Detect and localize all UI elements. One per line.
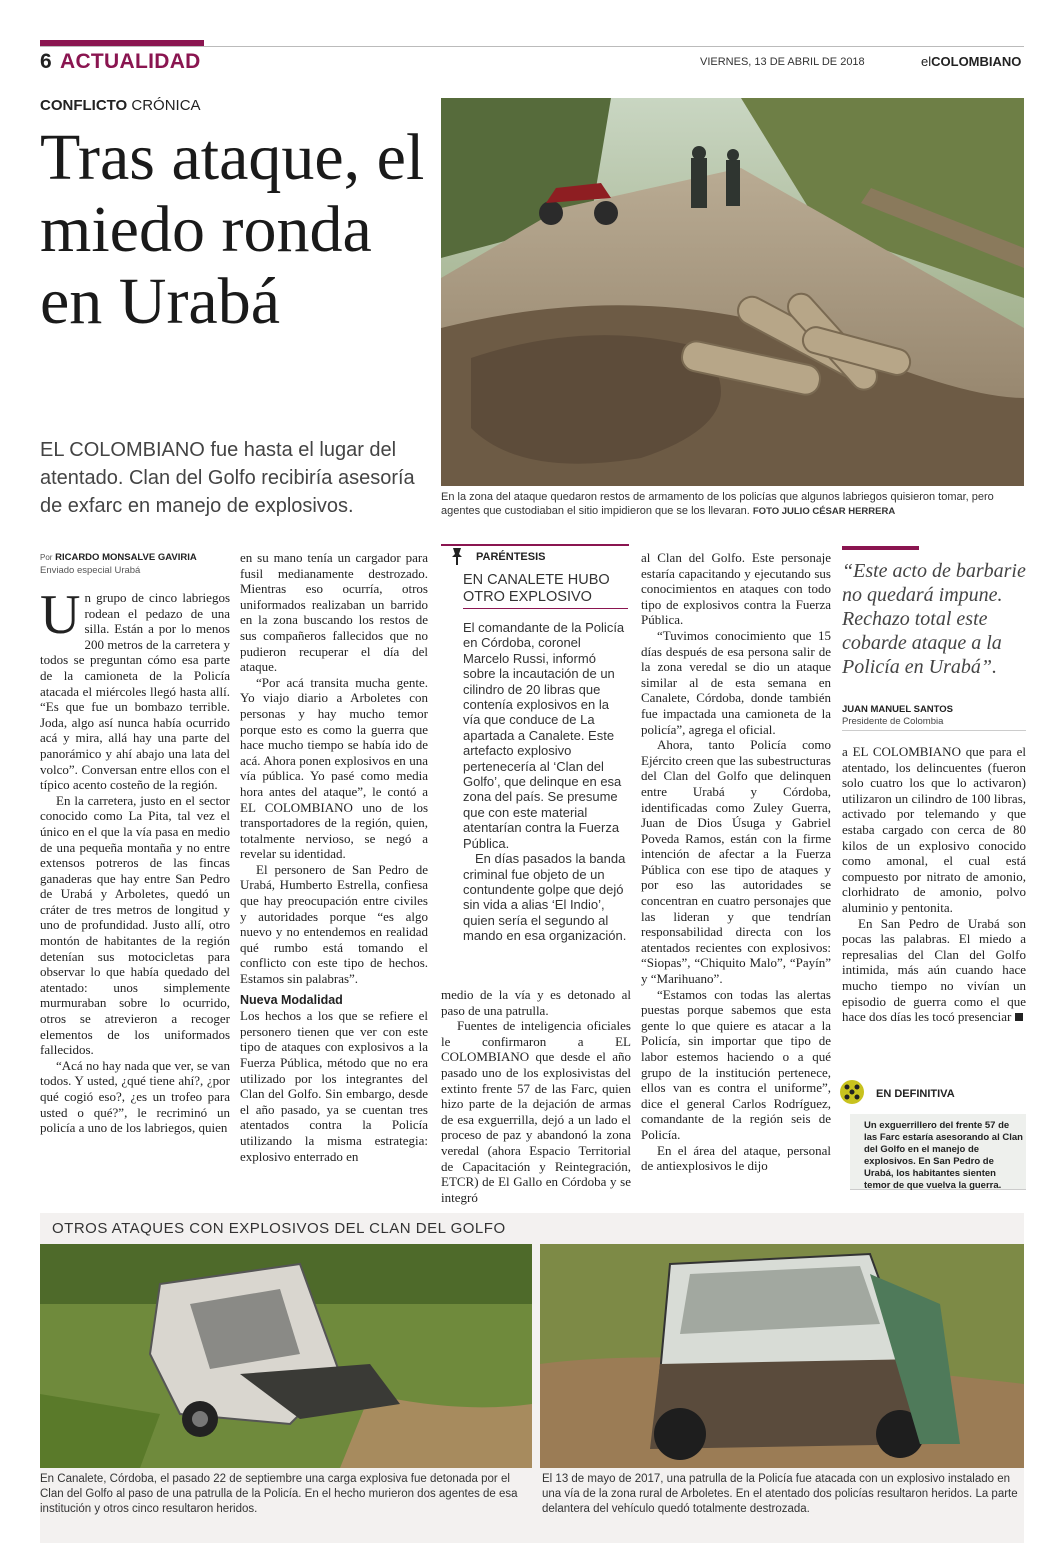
article-paragraph: medio de la vía y es detonado al paso de una patrulla.	[441, 987, 631, 1018]
article-column-2	[240, 550, 428, 1164]
article-paragraph: “Por acá transita mucha gente. Yo viajo diario a Arboletes con personas y hay mucho temor porque esto es como la guerra que hace mucho tiempo se había ido de acá. Ahora ponen explosivos en una vía pública. Yo pasé como media hora antes del ataque”, le contó a EL COLOMBIANO uno de los transportadores de la región, quien, totalmente nervioso, se negó a revelar su identidad.	[240, 674, 428, 862]
kicker-genre: CRÓNICA	[131, 97, 201, 114]
article-column-5	[842, 744, 1026, 1025]
newspaper-masthead: COLOMBIANO	[931, 54, 1022, 69]
sidebar-paragraph: El comandante de la Policía en Córdoba, coronel Marcelo Russi, informó sobre la incautación de un cilindro de 20 libras que contenía explosivos en la vía que conduce de La apartada a Canalete. Este artefacto explosivo pertenecería al ‘Clan del Golfo’, que delinque en esa zona del país. Se presume que con este material atentarían contra la Fuerza Pública.	[463, 620, 625, 851]
quote-author: JUAN MANUEL SANTOS	[842, 704, 954, 715]
article-paragraph: Los hechos a los que se refiere el personero tienen que ver con este tipo de ataques con explosivos a la Fuerza Pública, método que no era utilizado por los integrantes del Clan del Golfo. Sin embargo, desde el año pasado, ya se cuentan tres atentados contra la Policía utilizando la misma estrategia: explosivo enterrado en	[240, 1008, 428, 1164]
byline	[40, 551, 230, 577]
related-attacks-title: OTROS ATAQUES CON EXPLOSIVOS DEL CLAN DEL GOLFO	[52, 1220, 506, 1237]
article-column-4	[641, 550, 831, 1174]
page-number: 6	[40, 50, 52, 73]
article-column-3	[441, 987, 631, 1205]
article-paragraph: Ahora, tanto Policía como Ejército creen que las subestructuras del Clan del Golfo que delinquen entre Urabá y Córdoba, identificadas como Zuley Guerra, Juan de Dios Úsuga y Gabriel Poveda Ramos, están con la firme intención de afectar a la Fuerza Pública con ese tipo de ataques y por eso las autoridades se concentran en cuatro personajes que las lideran y que tendrían responsabilidad directa con los atentados recientes con explosivos: “Siopas”, “Chiquito Malo”, “Payín” y “Marihuano”.	[641, 737, 831, 987]
arboletes-caption: El 13 de mayo de 2017, una patrulla de la Policía fue atacada con un explosivo instalado en una vía de la zona rural de Arboletes. En el atentado dos policías resultaron heridos. La parte delantera del vehículo quedó totalmente destrozada.	[542, 1473, 1018, 1515]
newspaper-name	[921, 54, 1021, 69]
arboletes-attack-photo	[540, 1244, 1024, 1468]
article-paragraph: El personero de San Pedro de Urabá, Humberto Estrella, confiesa que hay preocupación entre civiles y autoridades porque “es algo nuevo y no entendemos en realidad qué rumbo está tomando el conflicto con este tipo de hechos. Estamos sin palabras”.	[240, 861, 428, 987]
drop-cap: U	[40, 584, 81, 646]
article-paragraph: “Tuvimos conocimiento que 15 días después de esa persona salir de la zona veredal se dio un ataque similar al de esta semana en Canalete, Córdoba, donde también fue impactada una camioneta de la policía”, agrega el oficial.	[641, 627, 831, 737]
issue-date: VIERNES, 13 DE ABRIL DE 2018	[700, 56, 865, 68]
byline-role: Enviado especial Urabá	[40, 565, 141, 576]
photo-credit: FOTO JULIO CÉSAR HERRERA	[752, 506, 896, 517]
headline: Tras ataque, el miedo ronda en Urabá	[40, 121, 425, 338]
quote-rule	[842, 730, 1026, 731]
article-paragraph	[842, 916, 1026, 1025]
puzzle-icon	[840, 1080, 864, 1104]
article-paragraph: a EL COLOMBIANO que para el atentado, los delincuentes (fueron solo cuatro los que lo activaron) utilizaron un cilindro de 100 libras, activado por telemando y que estaba cargado con cerca de 80 kilos de un explosivo conocido como amonal, el cual está compuesto por nitrato de amonio, clorhidrato de amonio, polvo aluminio y pentonita.	[842, 744, 1026, 915]
header-rule	[40, 46, 1024, 47]
kicker-topic: CONFLICTO	[40, 97, 128, 114]
end-mark-icon	[1015, 1013, 1023, 1021]
article-paragraph: al Clan del Golfo. Este personaje estaría capacitando y ejecutando sus conocimientos en ataques con todo tipo de explosivos contra la Fuerza Pública.	[641, 550, 831, 628]
article-paragraph: En el área del ataque, personal de antiexplosivos le dijo	[641, 1142, 831, 1174]
article-paragraph-text: En San Pedro de Urabá son pocas las palabras. El miedo a represalias del Clan del Golfo intimida, más aún cuando hace mucho tiempo no vivían un episodio de guerra como el que hace dos días les tocó presenciar	[842, 915, 1026, 1025]
article-paragraph	[40, 584, 230, 793]
pin-icon	[447, 546, 467, 566]
subheadline: EL COLOMBIANO fue hasta el lugar del atentado. Clan del Golfo recibiría asesoría de exfarc en manejo de explosivos.	[40, 439, 415, 517]
article-paragraph-text: n grupo de cinco labriegos rodean el pedazo de una silla. Están a por lo menos 200 metros de la carretera y todos se preguntan cómo esa parte de la camioneta de la Policía atacada el miércoles llegó hasta allí. “Es que fue un bombazo terrible. Joda, algo así nunca había ocurrido acá y mira, allá hay una parte del panorámico y ahí abajo una lata del volco”. Conversan entre ellos con el típico acento costeño de la región.	[40, 590, 230, 793]
main-photo-caption-text: En la zona del ataque quedaron restos de armamento de los policías que algunos labriegos quisieron tomar, pero agentes que custodiaban el sitio impidieron que se los llevaran.	[441, 491, 994, 517]
section-title: ACTUALIDAD	[60, 50, 201, 73]
definitiva-label: EN DEFINITIVA	[876, 1088, 955, 1100]
article-paragraph: “Acá no hay nada que ver, se van todos. Y usted, ¿qué tiene ahí?, ¿por qué cogió eso?, ¿es un trofeo para usted o qué?”, le recriminó un policía a uno de los labriegos, quien	[40, 1057, 230, 1136]
quote-author-role: Presidente de Colombia	[842, 716, 944, 727]
article-paragraph: “Estamos con todas las alertas puestas porque sabemos que esta gente lo que quiere es atacar a la Policía, sin importar que tipo de labor estemos haciendo o a qué grupo de la institución pertenece, ellos van es contra el uniforme”, dice el general Carlos Rodríguez, comandante de la región seis de Policía.	[641, 986, 831, 1142]
article-paragraph: Fuentes de inteligencia oficiales le confirmaron a EL COLOMBIANO que desde el año pasado uno de los explosivistas del extinto frente 57 de las Farc, quien hizo parte de la dejación de armas de esa exguerrilla, dejó a un lado el proceso de paz y abandonó la zona veredal (ahora Espacio Territorial de Capacitación y Reintegración, ETCR) de El Gallo en Córdoba y se integró	[441, 1018, 631, 1205]
section-subheading: Nueva Modalidad	[240, 992, 343, 1007]
kicker	[40, 97, 201, 114]
article-paragraph: En la carretera, justo en el sector conocido como La Pita, tal vez el único en el que la vía pasa en medio de una pequeña montaña y no entre extensos potreros de las fincas ganaderas que hay entre San Pedro de Urabá y Arboletes, quedó un cráter de tres metros de longitud y uno de profundidad. Justo allí, otro montón de habitantes de la región detenían sus motocicletas para observar lo que había quedado del atentado: unos simplemente murmuraban sobre lo ocurrido, otros se atrevieron a recoger elementos de los uniformados fallecidos.	[40, 792, 230, 1058]
sidebar-label: PARÉNTESIS	[476, 551, 546, 563]
sidebar-accent-bar	[441, 544, 629, 546]
article-column-1	[40, 584, 230, 1136]
article-paragraph: en su mano tenía un cargador para fusil medianamente destrozado. Mientras eso ocurría, otros uniformados realizaban un barrido en la zona buscando los restos de sus compañeros fallecidos que no pudieron recuperar el día del ataque.	[240, 550, 428, 675]
byline-name: RICARDO MONSALVE GAVIRIA	[55, 552, 197, 563]
sidebar-paragraph: En días pasados la banda criminal fue objeto de un contundente golpe que dejó sin vida a alias ‘El Indio’, quien sería el segundo al mando en esa organización.	[463, 851, 627, 944]
definitiva-text: Un exguerrillero del frente 57 de las Farc estaría asesorando al Clan del Golfo en el manejo de explosivos. En San Pedro de Urabá, los habitantes sienten temor de que vuelva la guerra.	[864, 1120, 1023, 1191]
sidebar-rule	[463, 608, 628, 609]
sidebar-title: EN CANALETE HUBO OTRO EXPLOSIVO	[463, 572, 610, 605]
main-photo-caption	[441, 490, 1024, 519]
newspaper-prefix: el	[921, 54, 932, 69]
sidebar-body	[463, 620, 628, 944]
quote-accent-bar	[842, 546, 919, 550]
canalete-attack-photo	[40, 1244, 532, 1468]
main-photo	[441, 98, 1024, 486]
byline-prefix: Por	[40, 553, 53, 562]
canalete-caption: En Canalete, Córdoba, el pasado 22 de septiembre una carga explosiva fue detonada por el Clan del Golfo al paso de una patrulla de la Policía. En el hecho murieron dos agentes de esa institución y otros cinco resultaron heridos.	[40, 1473, 518, 1515]
pull-quote: “Este acto de barbarie no quedará impune. Rechazo total este cobarde ataque a la Policía en Urabá”.	[842, 560, 1026, 678]
